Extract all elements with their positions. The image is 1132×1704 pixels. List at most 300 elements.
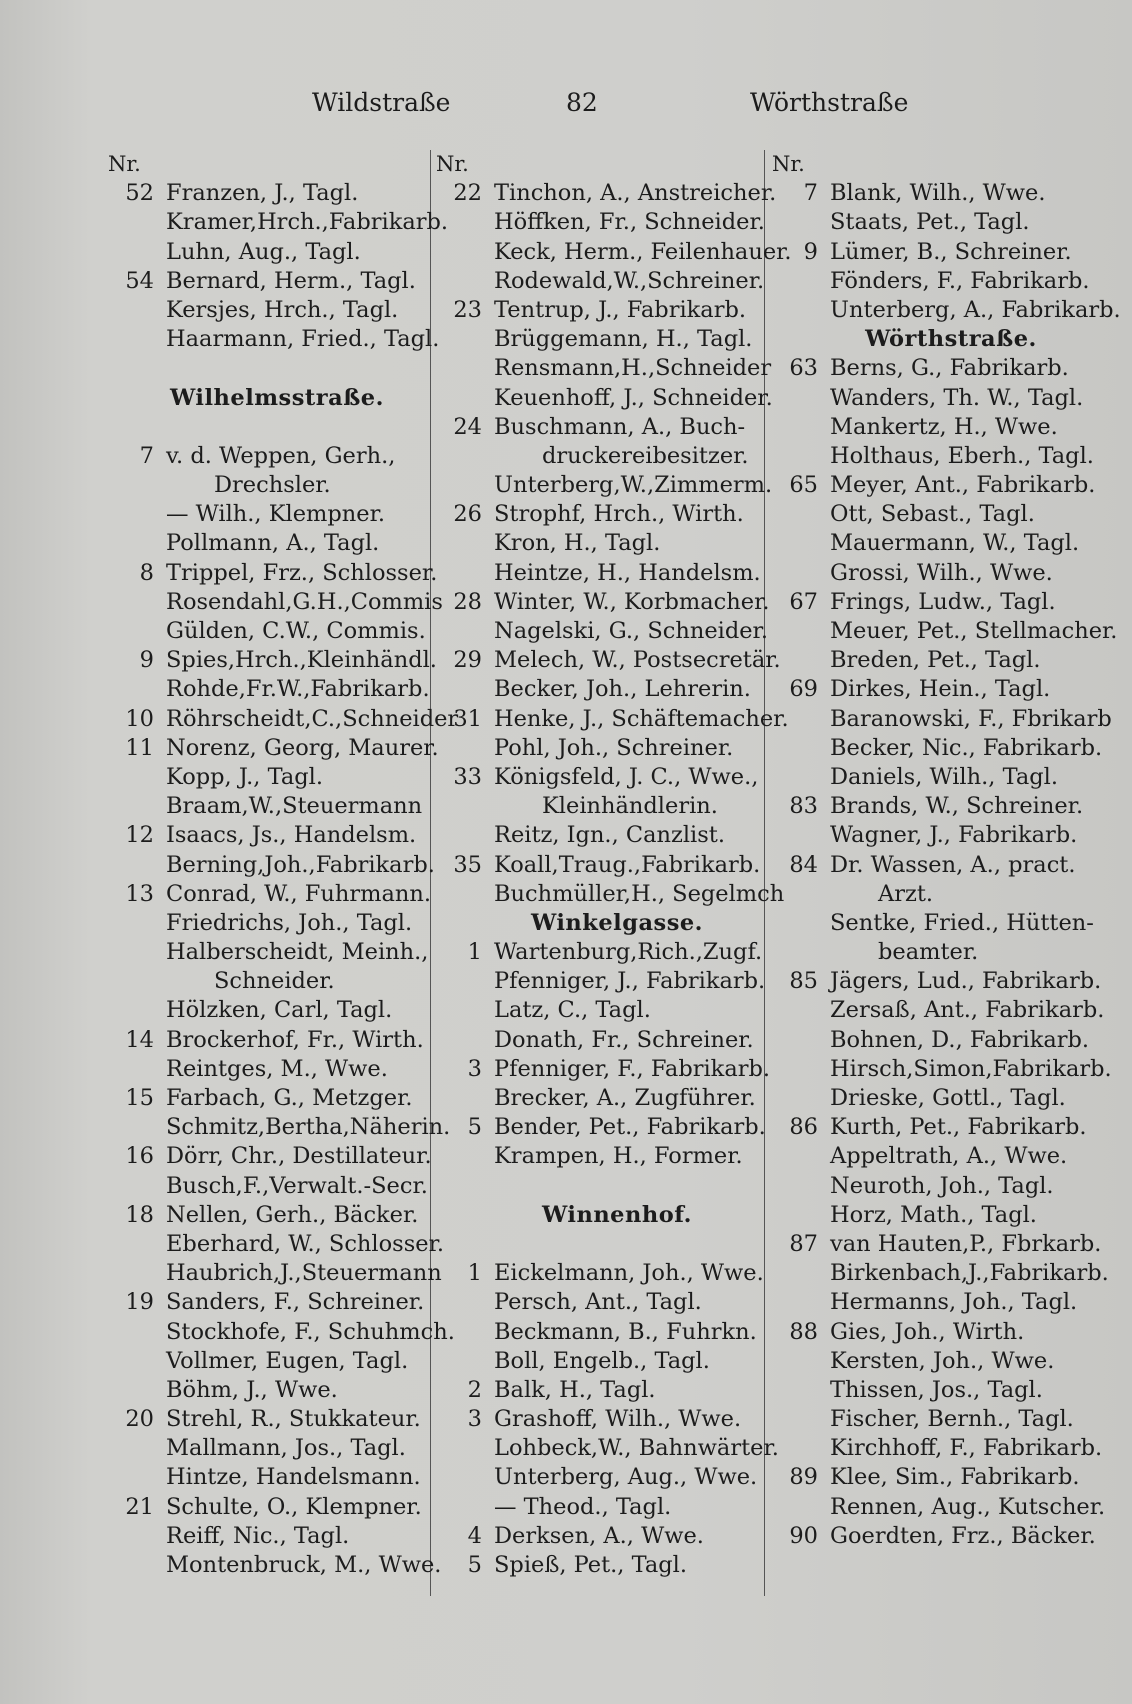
spacer <box>108 354 426 383</box>
directory-entry <box>772 529 1090 558</box>
entry-text: Gülden, C.W., Commis. <box>166 618 426 644</box>
directory-entry <box>108 559 438 588</box>
entry-text: van Hauten,P., Fbrkarb. <box>830 1230 1102 1257</box>
house-number <box>436 238 494 267</box>
directory-entry <box>108 763 426 792</box>
entry-text: Kersjes, Hrch., Tagl. <box>166 296 399 323</box>
house-number <box>108 1259 166 1288</box>
directory-entry <box>772 1055 1112 1084</box>
entry-text: Wartenburg,Rich.,Zugf. <box>494 939 763 966</box>
directory-entry <box>436 763 758 792</box>
directory-entry <box>436 1084 758 1113</box>
house-number: 88 <box>789 1318 818 1345</box>
entry-text: Mankertz, H., Wwe. <box>830 413 1058 440</box>
directory-entry <box>108 909 426 938</box>
entry-text: Brecker, A., Zugführer. <box>494 1085 756 1111</box>
entry-text: Balk, H., Tagl. <box>494 1376 656 1403</box>
house-number <box>108 1522 166 1551</box>
entry-text: Vollmer, Eugen, Tagl. <box>166 1347 409 1374</box>
house-number <box>108 1434 166 1463</box>
house-number <box>108 296 166 325</box>
house-number <box>108 1055 166 1084</box>
entry-text: Horz, Math., Tagl. <box>830 1201 1037 1228</box>
directory-entry <box>436 617 768 646</box>
entry-text: Becker, Joh., Lehrerin. <box>494 676 751 703</box>
entry-text: Busch,F.,Verwalt.-Secr. <box>166 1172 428 1199</box>
directory-entry <box>108 617 426 646</box>
house-number: 33 <box>453 763 482 790</box>
directory-entry <box>108 179 426 208</box>
house-number <box>772 1288 830 1317</box>
entry-text: Mauermann, W., Tagl. <box>830 530 1080 557</box>
house-number <box>436 559 494 588</box>
entry-text: Böhm, J., Wwe. <box>166 1376 338 1403</box>
entry-text: Reintges, M., Wwe. <box>166 1055 388 1082</box>
header-left-street: Wildstraße <box>312 88 451 117</box>
entry-continuation <box>108 967 426 996</box>
house-number <box>436 675 494 704</box>
directory-entry <box>108 1084 426 1113</box>
entry-text: Kersten, Joh., Wwe. <box>830 1347 1055 1374</box>
directory-entry <box>436 996 758 1025</box>
directory-entry <box>772 1522 1096 1551</box>
entry-text: Kron, H., Tagl. <box>494 530 661 557</box>
entry-text: Pfenniger, F., Fabrikarb. <box>494 1055 771 1082</box>
street-heading: Wilhelmsstraße. <box>170 384 384 411</box>
directory-entry <box>108 996 426 1025</box>
directory-entry <box>108 851 435 880</box>
directory-entry <box>436 1142 758 1171</box>
house-number <box>436 471 494 500</box>
directory-entry <box>436 705 789 734</box>
entry-text: Braam,W.,Steuermann <box>166 793 423 820</box>
directory-entry <box>108 1113 451 1142</box>
entry-text: Koall,Traug.,Fabrikarb. <box>494 851 761 878</box>
house-number: 35 <box>453 851 482 878</box>
entry-text: Unterberg,W.,Zimmerm. <box>494 472 773 499</box>
number-column-label: Nr. <box>436 152 469 176</box>
house-number: 3 <box>467 1055 482 1082</box>
house-number <box>436 1347 494 1376</box>
house-number: 84 <box>789 851 818 878</box>
house-number <box>436 325 494 354</box>
spacer <box>108 413 426 442</box>
entry-text: druckereibesitzer. <box>542 442 749 469</box>
directory-entry <box>108 792 426 821</box>
directory-entry <box>108 1230 445 1259</box>
house-number <box>772 1376 830 1405</box>
directory-entry <box>108 705 459 734</box>
house-number <box>772 529 830 558</box>
street-heading: Winnenhof. <box>542 1201 692 1228</box>
entry-text: Fischer, Bernh., Tagl. <box>830 1406 1074 1433</box>
house-number <box>108 1551 166 1580</box>
directory-entry <box>108 325 440 354</box>
house-number: 18 <box>125 1201 154 1228</box>
directory-entry <box>436 1347 758 1376</box>
directory-entry <box>772 384 1090 413</box>
house-number <box>436 821 494 850</box>
house-number <box>108 471 166 500</box>
house-number: 13 <box>125 880 154 907</box>
entry-text: Rohde,Fr.W.,Fabrikarb. <box>166 676 430 703</box>
house-number: 28 <box>453 588 482 615</box>
entry-text: Norenz, Georg, Maurer. <box>166 734 439 761</box>
house-number <box>772 880 830 909</box>
directory-entry <box>108 208 449 237</box>
directory-entry <box>772 1347 1090 1376</box>
directory-entry <box>108 1026 426 1055</box>
entry-continuation <box>436 442 758 471</box>
directory-entry <box>772 267 1090 296</box>
entry-text: Strophf, Hrch., Wirth. <box>494 501 744 528</box>
entry-text: Keuenhoff, J., Schneider. <box>494 384 773 411</box>
house-number <box>108 938 166 967</box>
entry-text: Pfenniger, J., Fabrikarb. <box>494 968 766 995</box>
house-number: 52 <box>125 180 154 207</box>
directory-entry <box>772 734 1103 763</box>
directory-entry <box>108 734 439 763</box>
house-number <box>108 967 166 996</box>
house-number <box>436 208 494 237</box>
entry-text: Holthaus, Eberh., Tagl. <box>830 442 1094 469</box>
entry-text: Wagner, J., Fabrikarb. <box>830 822 1078 849</box>
entry-text: Pollmann, A., Tagl. <box>166 530 380 557</box>
entry-text: Haarmann, Fried., Tagl. <box>166 326 440 353</box>
directory-entry <box>108 1376 426 1405</box>
directory-entry <box>436 296 758 325</box>
house-number: 90 <box>789 1522 818 1549</box>
entry-text: Breden, Pet., Tagl. <box>830 647 1041 674</box>
entry-text: Neuroth, Joh., Tagl. <box>830 1172 1054 1199</box>
entry-text: Dr. Wassen, A., pract. <box>830 851 1076 878</box>
directory-entry <box>108 1259 442 1288</box>
directory-entry <box>772 617 1118 646</box>
house-number <box>772 996 830 1025</box>
house-number: 67 <box>789 588 818 615</box>
entry-text: Tentrup, J., Fabrikarb. <box>494 296 747 323</box>
directory-entry <box>772 705 1112 734</box>
entry-text: Sanders, F., Schreiner. <box>166 1289 425 1316</box>
directory-entry <box>436 967 766 996</box>
entry-text: Schmitz,Bertha,Näherin. <box>166 1114 451 1141</box>
directory-entry <box>772 821 1090 850</box>
spacer <box>436 1172 758 1201</box>
directory-entry <box>108 938 429 967</box>
directory-entry <box>772 1493 1106 1522</box>
house-number: 23 <box>453 296 482 323</box>
directory-entry <box>108 1493 426 1522</box>
entry-text: Reitz, Ign., Canzlist. <box>494 822 725 849</box>
entry-text: Drieske, Gottl., Tagl. <box>830 1085 1066 1111</box>
page-number: 82 <box>566 88 598 117</box>
entry-text: Stockhofe, F., Schuhmch. <box>166 1318 455 1345</box>
entry-text: — Theod., Tagl. <box>494 1493 672 1520</box>
entry-text: Unterberg, A., Fabrikarb. <box>830 296 1121 323</box>
entry-text: Berning,Joh.,Fabrikarb. <box>166 851 435 878</box>
entry-text: Fönders, F., Fabrikarb. <box>830 267 1090 294</box>
directory-entry <box>108 1201 426 1230</box>
entry-text: Luhn, Aug., Tagl. <box>166 238 361 265</box>
page-header <box>0 88 1132 128</box>
directory-entry <box>436 354 772 383</box>
entry-text: Montenbruck, M., Wwe. <box>166 1552 442 1578</box>
house-number <box>772 384 830 413</box>
house-number: 11 <box>125 734 154 761</box>
house-number: 7 <box>139 442 154 469</box>
house-number: 7 <box>803 180 818 207</box>
house-number <box>436 354 494 383</box>
house-number <box>108 500 166 529</box>
house-number <box>108 529 166 558</box>
directory-entry <box>108 1172 426 1201</box>
entry-text: Birkenbach,J.,Fabrikarb. <box>830 1260 1109 1287</box>
house-number: 19 <box>125 1289 154 1316</box>
house-number: 14 <box>125 1026 154 1053</box>
directory-entry <box>436 1055 771 1084</box>
entry-text: Pohl, Joh., Schreiner. <box>494 734 734 761</box>
house-number <box>436 734 494 763</box>
house-number: 31 <box>453 705 482 732</box>
entry-text: Kurth, Pet., Fabrikarb. <box>830 1114 1087 1141</box>
house-number: 1 <box>467 939 482 966</box>
house-number: 3 <box>467 1406 482 1433</box>
directory-entry <box>108 675 430 704</box>
directory-entry <box>108 1055 426 1084</box>
entry-text: Dirkes, Hein., Tagl. <box>830 676 1051 703</box>
entry-text: Winter, W., Korbmacher. <box>494 588 770 615</box>
entry-text: Kramer,Hrch.,Fabrikarb. <box>166 209 449 236</box>
entry-text: Kleinhändlerin. <box>542 793 718 820</box>
entry-text: Becker, Nic., Fabrikarb. <box>830 734 1103 761</box>
entry-text: Tinchon, A., Anstreicher. <box>494 180 777 207</box>
entry-text: Zersaß, Ant., Fabrikarb. <box>830 997 1105 1024</box>
entry-text: Heintze, H., Handelsm. <box>494 559 761 586</box>
number-column-label: Nr. <box>108 152 141 176</box>
directory-entry <box>772 588 1090 617</box>
entry-text: Sentke, Fried., Hütten- <box>830 909 1094 936</box>
entry-text: Rosendahl,G.H.,Commis <box>166 588 443 615</box>
directory-entry <box>108 1405 426 1434</box>
entry-continuation <box>772 938 1090 967</box>
house-number <box>772 938 830 967</box>
house-number <box>108 1463 166 1492</box>
directory-entry <box>108 1142 432 1171</box>
house-number <box>108 1113 166 1142</box>
directory-entry <box>772 1201 1090 1230</box>
house-number <box>108 1172 166 1201</box>
entry-text: Krampen, H., Former. <box>494 1143 743 1170</box>
house-number <box>772 1201 830 1230</box>
directory-entry <box>772 1230 1102 1259</box>
directory-entry <box>108 238 426 267</box>
directory-entry <box>772 413 1090 442</box>
house-number <box>772 763 830 792</box>
entry-text: Spieß, Pet., Tagl. <box>494 1552 688 1578</box>
house-number: 69 <box>789 676 818 703</box>
house-number <box>108 763 166 792</box>
entry-text: Röhrscheidt,C.,Schneider <box>166 705 459 732</box>
entry-text: Keck, Herm., Feilenhauer. <box>494 238 792 265</box>
entry-text: Bohnen, D., Fabrikarb. <box>830 1026 1090 1053</box>
entry-text: Wanders, Th. W., Tagl. <box>830 384 1084 411</box>
directory-entry <box>772 1259 1109 1288</box>
house-number <box>772 1405 830 1434</box>
entry-text: Bernard, Herm., Tagl. <box>166 267 416 294</box>
directory-entry <box>772 500 1090 529</box>
house-number: 29 <box>453 647 482 674</box>
entry-text: Lohbeck,W., Bahnwärter. <box>494 1435 779 1462</box>
house-number <box>772 1347 830 1376</box>
entry-text: Brüggemann, H., Tagl. <box>494 326 753 353</box>
entry-text: Donath, Fr., Schreiner. <box>494 1026 754 1053</box>
directory-entry <box>436 384 773 413</box>
house-number <box>108 1376 166 1405</box>
column-1 <box>108 150 459 1580</box>
directory-entry <box>436 238 792 267</box>
directory-entry <box>772 354 1090 383</box>
entry-text: Berns, G., Fabrikarb. <box>830 355 1069 382</box>
entry-text: Daniels, Wilh., Tagl. <box>830 763 1058 790</box>
directory-entry <box>436 1551 758 1580</box>
house-number: 2 <box>467 1376 482 1403</box>
directory-entry <box>772 1288 1090 1317</box>
directory-entry <box>436 1405 758 1434</box>
house-number: 89 <box>789 1464 818 1491</box>
house-number <box>436 384 494 413</box>
number-column-label: Nr. <box>772 152 805 176</box>
entry-text: Henke, J., Schäftemacher. <box>494 705 789 732</box>
entry-text: Höffken, Fr., Schneider. <box>494 209 765 236</box>
entry-text: Farbach, G., Metzger. <box>166 1085 413 1111</box>
directory-entry <box>772 1405 1090 1434</box>
directory-entry <box>436 267 765 296</box>
house-number: 24 <box>453 413 482 440</box>
entry-text: Hintze, Handelsmann. <box>166 1464 421 1491</box>
entry-continuation <box>436 792 758 821</box>
house-number <box>436 267 494 296</box>
house-number: 65 <box>789 472 818 499</box>
house-number <box>436 996 494 1025</box>
house-number: 15 <box>125 1085 154 1111</box>
house-number <box>772 821 830 850</box>
entry-text: Brands, W., Schreiner. <box>830 793 1084 820</box>
entry-text: Arzt. <box>878 880 934 907</box>
house-number <box>108 1347 166 1376</box>
directory-entry <box>436 821 758 850</box>
house-number <box>108 909 166 938</box>
house-number <box>772 705 830 734</box>
directory-entry <box>772 792 1090 821</box>
spacer <box>436 1230 758 1259</box>
entry-text: Franzen, J., Tagl. <box>166 180 359 207</box>
directory-entry <box>436 1113 766 1142</box>
entry-text: Hölzken, Carl, Tagl. <box>166 997 393 1024</box>
house-number <box>772 617 830 646</box>
house-number <box>436 1084 494 1113</box>
house-number: 87 <box>789 1230 818 1257</box>
house-number <box>108 617 166 646</box>
house-number <box>772 1259 830 1288</box>
directory-entry <box>772 851 1090 880</box>
entry-text: Drechsler. <box>214 472 331 499</box>
directory-entry <box>108 646 437 675</box>
directory-entry <box>772 996 1105 1025</box>
directory-entry <box>108 296 426 325</box>
directory-entry <box>772 967 1102 996</box>
entry-text: Ott, Sebast., Tagl. <box>830 501 1035 528</box>
entry-text: Nagelski, G., Schneider. <box>494 618 768 644</box>
directory-entry <box>436 1026 758 1055</box>
directory-entry <box>436 734 758 763</box>
entry-text: Trippel, Frz., Schlosser. <box>166 559 438 586</box>
house-number <box>436 442 494 471</box>
house-number <box>436 617 494 646</box>
entry-text: Meyer, Ant., Fabrikarb. <box>830 472 1096 499</box>
directory-entry <box>436 880 785 909</box>
column-3 <box>772 150 1121 1551</box>
entry-text: Spies,Hrch.,Kleinhändl. <box>166 647 437 674</box>
entry-text: Rennen, Aug., Kutscher. <box>830 1493 1106 1520</box>
entry-text: Meuer, Pet., Stellmacher. <box>830 618 1118 644</box>
directory-entry <box>772 763 1090 792</box>
directory-entry <box>772 909 1094 938</box>
entry-text: Klee, Sim., Fabrikarb. <box>830 1464 1080 1491</box>
house-number <box>436 1026 494 1055</box>
entry-text: Halberscheidt, Meinh., <box>166 939 429 966</box>
directory-entry <box>436 559 761 588</box>
directory-entry <box>108 267 426 296</box>
directory-entry <box>772 179 1090 208</box>
directory-entry <box>436 646 781 675</box>
directory-entry <box>772 442 1094 471</box>
entry-text: Eberhard, W., Schlosser. <box>166 1230 445 1257</box>
house-number <box>772 734 830 763</box>
directory-entry <box>436 1318 758 1347</box>
directory-entry <box>436 1493 758 1522</box>
entry-text: Unterberg, Aug., Wwe. <box>494 1464 758 1491</box>
house-number: 21 <box>125 1493 154 1520</box>
directory-entry <box>436 1376 758 1405</box>
house-number <box>108 1230 166 1259</box>
directory-entry <box>436 529 758 558</box>
entry-text: Gies, Joh., Wirth. <box>830 1318 1025 1345</box>
house-number <box>772 1084 830 1113</box>
entry-text: Beckmann, B., Fuhrkn. <box>494 1318 757 1345</box>
entry-text: Buchmüller,H., Segelmch <box>494 880 785 907</box>
entry-text: Baranowski, F., Fbrikarb <box>830 705 1112 732</box>
house-number <box>436 1288 494 1317</box>
house-number: 85 <box>789 968 818 995</box>
house-number <box>108 851 166 880</box>
house-number <box>108 588 166 617</box>
entry-text: — Wilh., Klempner. <box>166 501 386 528</box>
house-number <box>772 1026 830 1055</box>
entry-text: Kopp, J., Tagl. <box>166 763 324 790</box>
house-number: 9 <box>139 647 154 674</box>
directory-entry <box>108 1463 426 1492</box>
house-number <box>772 1172 830 1201</box>
house-number: 26 <box>453 501 482 528</box>
entry-text: Dörr, Chr., Destillateur. <box>166 1143 432 1170</box>
house-number <box>108 208 166 237</box>
directory-entry <box>436 413 758 442</box>
directory-entry <box>108 880 432 909</box>
house-number <box>772 1142 830 1171</box>
directory-entry <box>108 1434 426 1463</box>
directory-entry <box>436 1434 779 1463</box>
entry-text: Appeltrath, A., Wwe. <box>830 1143 1068 1170</box>
